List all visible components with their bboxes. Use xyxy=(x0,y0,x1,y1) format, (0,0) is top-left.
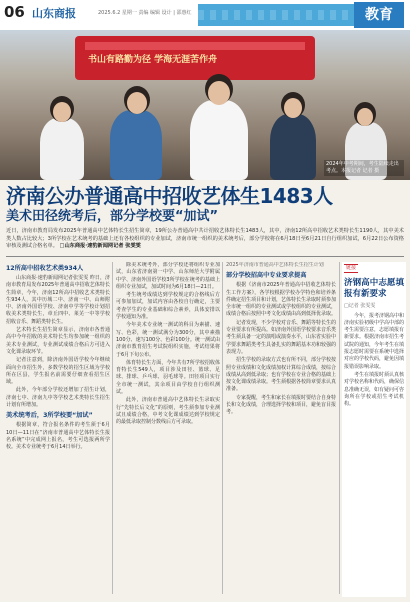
sidebar-title: 济钢高中志愿填报有新要求 xyxy=(344,278,404,300)
paragraph: 山东商报·速豹新闻网记者张雯雯 昨日，济南市教育局发布2025年普通高中招收艺体特长生简章，今年，济南12所高中招收艺术类特长生934人，其中历城二中、济南一中、山师附中、济南外国语学校、济南中学等学校计划招收美术类特长生，章丘四中、莱芜一中等学校招收音乐、舞蹈类特长生。 xyxy=(6,275,110,325)
student-figure xyxy=(110,110,162,180)
student-figure xyxy=(40,118,84,180)
column-heading: 12所高中招收艺术类934人 xyxy=(6,265,84,272)
student-face xyxy=(284,98,302,118)
paragraph: 根据《济南市2025年普通高中招收艺体特长生工作方案》，各学校根据学校办学特色和培养条件确定招生项目和计划，艺体特长生录取时须参加全市统一组织的专业测试或学校组织的专业测试，成绩合格后按照中考文化成绩由高到低择优录取。 xyxy=(226,282,336,318)
column-divider xyxy=(222,262,223,594)
lead-paragraph xyxy=(6,228,404,251)
headline: 济南公办普通高中招收艺体生1483人 xyxy=(6,184,333,208)
page-meta: 2025.6.2 星期一 责编 编辑 设计 | 邵惠红 xyxy=(98,10,192,16)
lead-text: 近日，济南市教育局发布2025年普通高中艺体特长生招生简章，19所公办普通高中共计招收艺体特长生1483人，其中，济南12所高中招收艺术类特长生1190人，其中美术类人数占比较大；3所学校在艺术统考的基础上还有各校组织的专业加试，济南市统一组织的美术统考后，部分学校将在6月18日至6月21日自行组织加试，6月22日公布资格审核及测试合格名单。 xyxy=(6,228,404,249)
divider xyxy=(6,256,404,257)
paragraph: 考生在填报时须认真核对学校名称和代码，确保信息准确无误，如有疑问可咨询所在学校或招生考试机构。 xyxy=(344,371,405,408)
section-label: 教育 xyxy=(354,2,404,28)
header-decoration xyxy=(198,4,358,26)
student-face xyxy=(127,92,147,114)
paragraph: 根据简章，符合报名条件的考生须于6月10日—11日在“济南市普通高中艺体特长生报名系统”中完成网上报名，考生可选报两所学校。美术专业统考于6月14日举行。 xyxy=(6,422,110,451)
student-figure xyxy=(190,100,248,180)
article-column-1 xyxy=(6,262,110,597)
column-caption: 2025年济南市普通高中艺体特长生招生计划 xyxy=(226,262,324,268)
student-figure xyxy=(270,114,316,180)
column-divider xyxy=(339,262,340,594)
student-face xyxy=(53,102,71,122)
paragraph: 记者发现，不少学校对音乐、舞蹈等特长生的专业要求有所提高。如济南外国语学校要求音乐类考生须具备一定的演唱或演奏水平，山东省实验中学要求舞蹈类考生具备扎实的舞蹈基本功和较强的表现力。 xyxy=(226,319,336,355)
paragraph: 此外，济南市普通高中艺体特长生录取实行“先特长后文化”的原则，考生须参加专业测试且成绩合格，中考文化课成绩达到学校规定的最低录取控制分数线后方可录取。 xyxy=(116,397,220,426)
paragraph: 今年美术专业统一测试的科目为素描、速写、色彩，统一测试满分为300分，其中素描100分、速写100分、色彩100分。统一测试由济南市教育招生考试院组织实施，考试结果将于6月下旬公布。 xyxy=(116,322,220,358)
paragraph: 记者注意到，除济南外国语学校今年继续面向全市招生外，多数学校的招生区域为学校所在区县，学生报名前需要仔细查看招生区域。 xyxy=(6,357,110,386)
paragraph: 除美术统考外，部分学校还将组织专业加试，山东省济南第一中学、山东师范大学附属中学、济南外国语学校3所学校在统考的基础上组织专业加试，加试时间为6月18日—21日。 xyxy=(116,262,220,290)
paragraph: 专家提醒，考生和家长在填报时要结合自身特长和文化成绩，合理选择学校和项目，避免盲目报考。 xyxy=(226,394,336,416)
banner-stripe xyxy=(85,42,305,50)
paragraph: 今年，报考济钢高中和济南实验初级中学高中部的考生需要注意，志愿填报有新要求。根据济南市招生考试院的通知，今年考生在填报志愿时需要在系统中选择对应的学校代码，避免因填报错误影响录取。 xyxy=(344,312,405,370)
photo-caption: 2024年中考期间，考生陆续走出考点。本报记者 记者 摄 xyxy=(324,160,404,176)
column-heading: 部分学校招高中专业要求提高 xyxy=(226,272,307,280)
paragraph: 艺术特长生招生简章显示，济南市各普通高中今年招收的美术特长生均参加统一组织的美术专业测试，专业测试成绩合格后方可进入文化课录取环节。 xyxy=(6,327,110,355)
column-heading: 美术统考后，3所学校要“加试” xyxy=(6,412,93,420)
lead-credit: □山东商报·速豹新闻网记者 张雯雯 xyxy=(59,243,141,249)
paragraph: 此外，今年部分学校还增加了招生计划，济南七中、济南九中等学校艺术类特长生招生计划有所增加。 xyxy=(6,387,110,409)
sidebar-byline: □记者 张雯雯 xyxy=(344,303,376,310)
paragraph: 体育特长生方面，今年共有7所学校招收体育特长生549人，项目涉及田径、篮球、足球、排球、乒乓球、羽毛球等。田径项目实行全市统一测试，其余项目由学校自行组织测试。 xyxy=(116,359,220,396)
column-divider xyxy=(112,262,113,594)
student-face xyxy=(357,108,373,126)
newspaper-brand: 山东商报 xyxy=(32,7,76,20)
sidebar-column xyxy=(342,262,406,597)
page-number: 06 xyxy=(4,3,25,21)
student-face xyxy=(208,81,230,105)
sidebar-tag: 链接 xyxy=(344,264,358,273)
lead-photo xyxy=(0,30,410,180)
article-column-2 xyxy=(116,262,220,597)
article-column-3 xyxy=(226,262,336,597)
subheadline: 美术田径统考后，部分学校要“加试” xyxy=(6,209,219,224)
banner-text: 书山有路勤为径 学海无涯苦作舟 xyxy=(88,55,218,65)
page-header xyxy=(0,0,410,30)
paragraph: 招生学校的录取方式也有所不同，部分学校按照专业成绩和文化成绩加权计算综合成绩，按综合成绩从高到低录取；也有学校在专业合格的基础上按文化课成绩录取。考生须根据各校简章要求认真准备。 xyxy=(226,357,336,393)
paragraph: 考生统考成绩达到学校规定的合格线后方可参加加试，加试内容由各校自行确定，主要考查学生的专业基础和综合素养，具体安排以学校通知为准。 xyxy=(116,292,220,321)
